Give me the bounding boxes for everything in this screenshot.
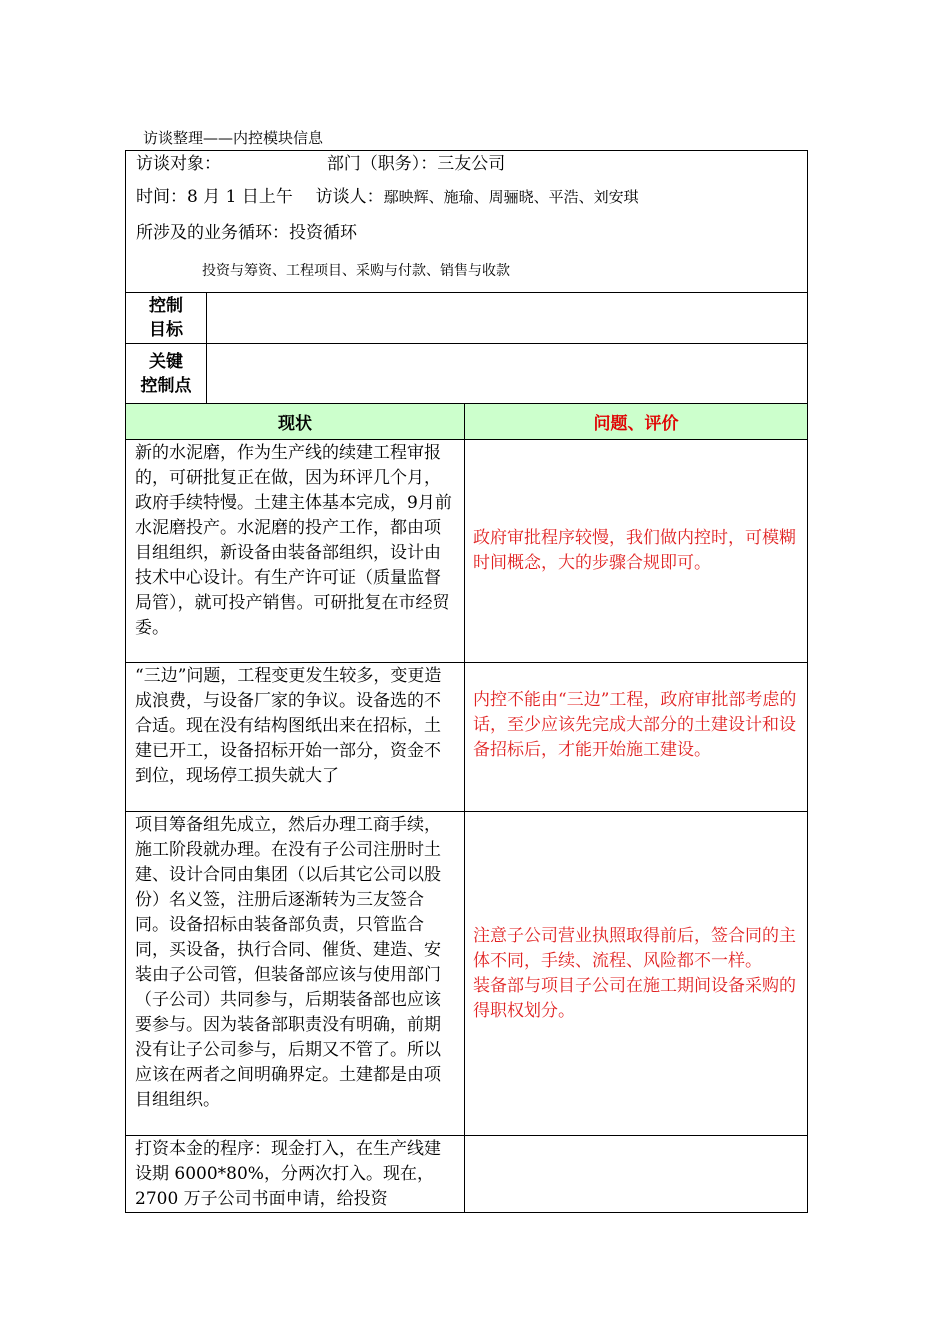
control-objective-value [207, 293, 808, 344]
interview-time: 时间：8 月 1 日上午 [136, 187, 293, 207]
interviewee-label: 访谈对象： [136, 154, 221, 174]
status-cell: 新的水泥磨，作为生产线的续建工程审报的，可研批复正在做，因为环评几个月，政府手续特慢。土建主体基本完成，9月前水泥磨投产。水泥磨的投产工作，都由项目组组织，新设备由装备部组织，设计由技术中心设计。有生产许可证（质量监督局管），就可投产销售。可研批复在市经贸委。 [126, 440, 465, 663]
key-control-point-label: 关键 控制点 [126, 344, 207, 404]
interview-table [125, 150, 808, 1213]
status-cell: 打资本金的程序：现金打入，在生产线建设期 6000*80%，分两次打入。现在，2700 万子公司书面申请，给投资 [126, 1136, 465, 1213]
table-row [126, 440, 808, 663]
status-cell: 项目筹备组先成立，然后办理工商手续，施工阶段就办理。在没有子公司注册时土建、设计合同由集团（以后其它公司以股份）名义签，注册后逐渐转为三友签合同。设备招标由装备部负责，只管监合同，买设备，执行合同、催货、建造、安装由子公司管，但装备部应该与使用部门（子公司）共同参与，后期装备部也应该要参与。因为装备部职责没有明确，前期没有让子公司参与，后期又不管了。所以应该在两者之间明确界定。土建都是由项目组组织。 [126, 812, 465, 1136]
department-label: 部门（职务）：三友公司 [326, 154, 506, 174]
control-objective-label: 控制 目标 [126, 293, 207, 344]
key-control-point-value [207, 344, 808, 404]
issue-cell [465, 1136, 808, 1213]
issue-column-header: 问题、评价 [465, 404, 808, 440]
business-cycle-detail: 投资与筹资、工程项目、采购与付款、销售与收款 [202, 263, 510, 279]
interviewee-line [126, 151, 807, 187]
interviewer-label: 访谈人： [315, 187, 384, 207]
time-line [126, 187, 807, 223]
issue-cell: 政府审批程序较慢，我们做内控时，可模糊时间概念，大的步骤合规即可。 [465, 440, 808, 663]
interview-info-block [126, 151, 808, 293]
table-row [126, 663, 808, 812]
issue-cell: 内控不能由“三边”工程，政府审批部考虑的话，至少应该先完成大部分的土建设计和设备招标后，才能开始施工建设。 [465, 663, 808, 812]
issue-cell: 注意子公司营业执照取得前后，签合同的主体不同，手续、流程、风险都不一样。 装备部与项目子公司在施工期间设备采购的得职权划分。 [465, 812, 808, 1136]
interviewer-names: 鄢映辉、施瑜、周骊晓、平浩、刘安琪 [383, 188, 639, 206]
table-row [126, 1136, 808, 1213]
document-title: 访谈整理——内控模块信息 [143, 129, 324, 147]
status-cell: “三边”问题，工程变更发生较多，变更造成浪费，与设备厂家的争议。设备选的不合适。现在没有结构图纸出来在招标，土建已开工，设备招标开始一部分，资金不到位，现场停工损失就大了 [126, 663, 465, 812]
business-cycle: 所涉及的业务循环：投资循环 [136, 223, 357, 243]
table-row [126, 812, 808, 1136]
status-column-header: 现状 [126, 404, 465, 440]
